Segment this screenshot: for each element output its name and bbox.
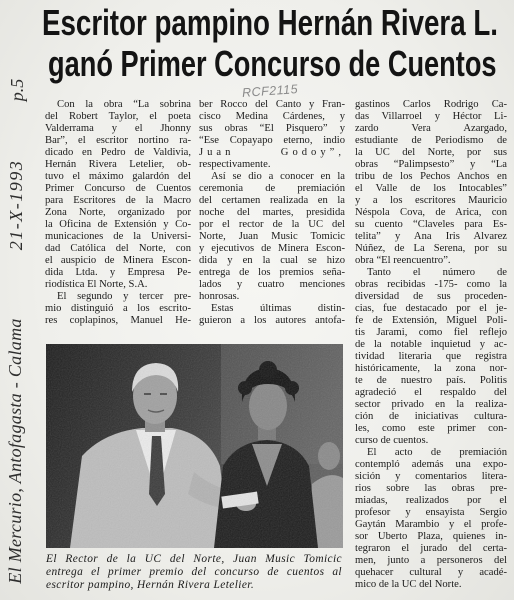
article-line: cisco Medina Cárdenes, y <box>199 111 345 122</box>
article-line: respectivamente. <box>199 159 271 170</box>
caption-line: entrega el primer premio del concurso de cuentos al <box>46 565 342 578</box>
article-line: guieron a los autores antofa- <box>199 315 345 326</box>
article-line: del certamen realizada en la <box>199 195 345 206</box>
article-line: obras recibidas -175- como la <box>355 279 507 290</box>
article-line: y ejecutivos de Minera Escon- <box>199 243 345 254</box>
article-line: ber Rocco del Canto y Fran- <box>199 99 345 110</box>
article-line: curso de cuentos. <box>355 435 429 446</box>
article-line: “Ese Copayapo eterno, indio <box>199 135 345 146</box>
article-line: Zona Norte, organizado por <box>45 207 191 218</box>
article-line: gastinos Carlos Rodrigo Ca- <box>355 99 507 110</box>
article-line: de la notable inquietud y ac- <box>355 339 507 350</box>
article-line: el Valle de los Intocables” <box>355 183 507 194</box>
article-line: Con la obra “La sobrina <box>57 99 191 110</box>
headline-line-2: ganó Primer Concurso de Cuentos <box>48 43 497 84</box>
article-line: estudiante de Periodismo de <box>355 135 507 146</box>
article-line: profesor y ensayista Sergio <box>355 507 507 518</box>
article-line: por el rector de la UC del <box>199 219 345 230</box>
article-line: tuvo el máximo galardón del <box>45 171 191 182</box>
article-line: para Escritores de la Macro <box>45 195 191 206</box>
article-line: tividad literaria que registra <box>355 351 507 362</box>
article-line: contempló además una expo- <box>355 459 507 470</box>
article-line: honrosas. <box>199 291 240 302</box>
article-line: Valderrama y el Jhonny <box>45 123 191 134</box>
article-line: Estas últimas distin- <box>211 303 345 314</box>
article-line: ción de iniciativas cultura- <box>355 411 507 422</box>
article-line: El acto de premiación <box>367 447 507 458</box>
article-line: dida y en la cual se hizo <box>199 255 345 266</box>
handwritten-date-note: 21-X-1993 <box>6 159 26 251</box>
article-line: obras “Palimpsesto” y “La <box>355 159 507 170</box>
article-line: tis Jarami, como fiel reflejo <box>355 327 507 338</box>
article-line: y a los escritores Mauricio <box>355 195 507 206</box>
article-line: res coplapinos, Manuel He- <box>45 315 191 326</box>
handwritten-page-note: p.5 <box>7 78 27 102</box>
article-line: sición y comentarios litera- <box>355 471 507 482</box>
caption-line: escritor pampino, Hernán Rivera Letelier. <box>46 578 255 591</box>
article-line: agradeció el respaldo del <box>355 387 507 398</box>
article-line: la UC del Norte, por sus <box>355 147 507 158</box>
article-line: Gaytán Marambio y el profe- <box>355 519 507 530</box>
article-line: men, junto a personeros del <box>355 555 507 566</box>
article-line: ceremonia de premiación <box>199 183 345 194</box>
photo-grain <box>46 344 343 548</box>
article-line: riodística El Norte, S.A. <box>45 279 148 290</box>
article-line: noche del martes, presidida <box>199 207 345 218</box>
article-line: entrega de los premios seña- <box>199 267 345 278</box>
article-line: Juan Godoy”, <box>199 147 345 158</box>
article-column-2 <box>199 99 345 327</box>
article-line: sector privado en la realiza- <box>355 399 507 410</box>
article-line: quehacer cultural y acadé- <box>355 567 507 578</box>
article-line: del Robert Taylor, el poeta <box>45 111 191 122</box>
article-line: tegraron el jurado del certa- <box>355 543 507 554</box>
article-line: El segundo y tercer pre- <box>57 291 191 302</box>
article-line: Primer Concurso de Cuentos <box>45 183 191 194</box>
article-column-3 <box>355 99 507 591</box>
article-line: cias, fue destacado por el je- <box>355 303 507 314</box>
photo-caption <box>46 553 342 591</box>
archive-stamp: RCF2115 <box>241 82 299 100</box>
article-line: les, como este primer con- <box>355 423 507 434</box>
article-line: te de nuestro país. Politis <box>355 375 507 386</box>
article-line: fe de Extensión, Miguel Poli- <box>355 315 507 326</box>
photo-image <box>46 344 343 548</box>
article-line: lados y cuatro menciones <box>199 279 345 290</box>
article-line: tribu de los Pechos Anchos en <box>355 171 507 182</box>
article-line: mico de la UC del Norte. <box>355 579 462 590</box>
photo <box>46 344 343 548</box>
handwritten-source-note: El Mercurio, Antofagasta - Calama <box>5 318 25 584</box>
caption-line: El Rector de la UC del Norte, Juan Music Tomicic <box>46 553 342 565</box>
article-line: dicado en Pedro de Valdivia, <box>45 147 191 158</box>
article-line: Núñez, de La Serena, por su <box>355 243 507 254</box>
article-line: mio distinguió a los escrito- <box>45 303 191 314</box>
article-line: dad Católica del Norte, con <box>45 243 191 254</box>
article-line: dida Ltda. y Empresa Pe- <box>45 267 191 278</box>
article-line: diversidad de sus proceden- <box>355 291 507 302</box>
article-line: sus obras “El Pisquero” y <box>199 123 345 134</box>
article-line: municaciones de la Universi- <box>45 231 191 242</box>
article-line: obra “El reencuentro”. <box>355 255 451 266</box>
article-line: Hernán Rivera Letelier, ob- <box>45 159 191 170</box>
article-line: das Villarroel y Héctor Li- <box>355 111 507 122</box>
article-column-1 <box>45 99 191 327</box>
article-line: sor Uberto Plaza, quienes in- <box>355 531 507 542</box>
article-line: Norte, Juan Music Tomicic <box>199 231 345 242</box>
article-line: el auspicio de Minera Escon- <box>45 255 191 266</box>
article-line: Bar”, el escritor nortino ra- <box>45 135 191 146</box>
article-line: zardo Vera Azargado, <box>355 123 507 134</box>
article-line: históricamente, la zona nor- <box>355 363 507 374</box>
article-line: rios sobre las obras pre- <box>355 483 507 494</box>
article-line: Tanto el número de <box>367 267 507 278</box>
article-line: la Oficina de Extensión y Co- <box>45 219 191 230</box>
headline-line-1: Escritor pampino Hernán Rivera L. <box>42 2 498 43</box>
article-line: su cuento “Claveles para Es- <box>355 219 507 230</box>
article-line: telita” y Ana Iris Alvarez <box>355 231 507 242</box>
article-line: Así se dio a conocer en la <box>211 171 345 182</box>
article-line: miadas, realizados por el <box>355 495 507 506</box>
article-line: Néspola Cova, de Arica, con <box>355 207 507 218</box>
